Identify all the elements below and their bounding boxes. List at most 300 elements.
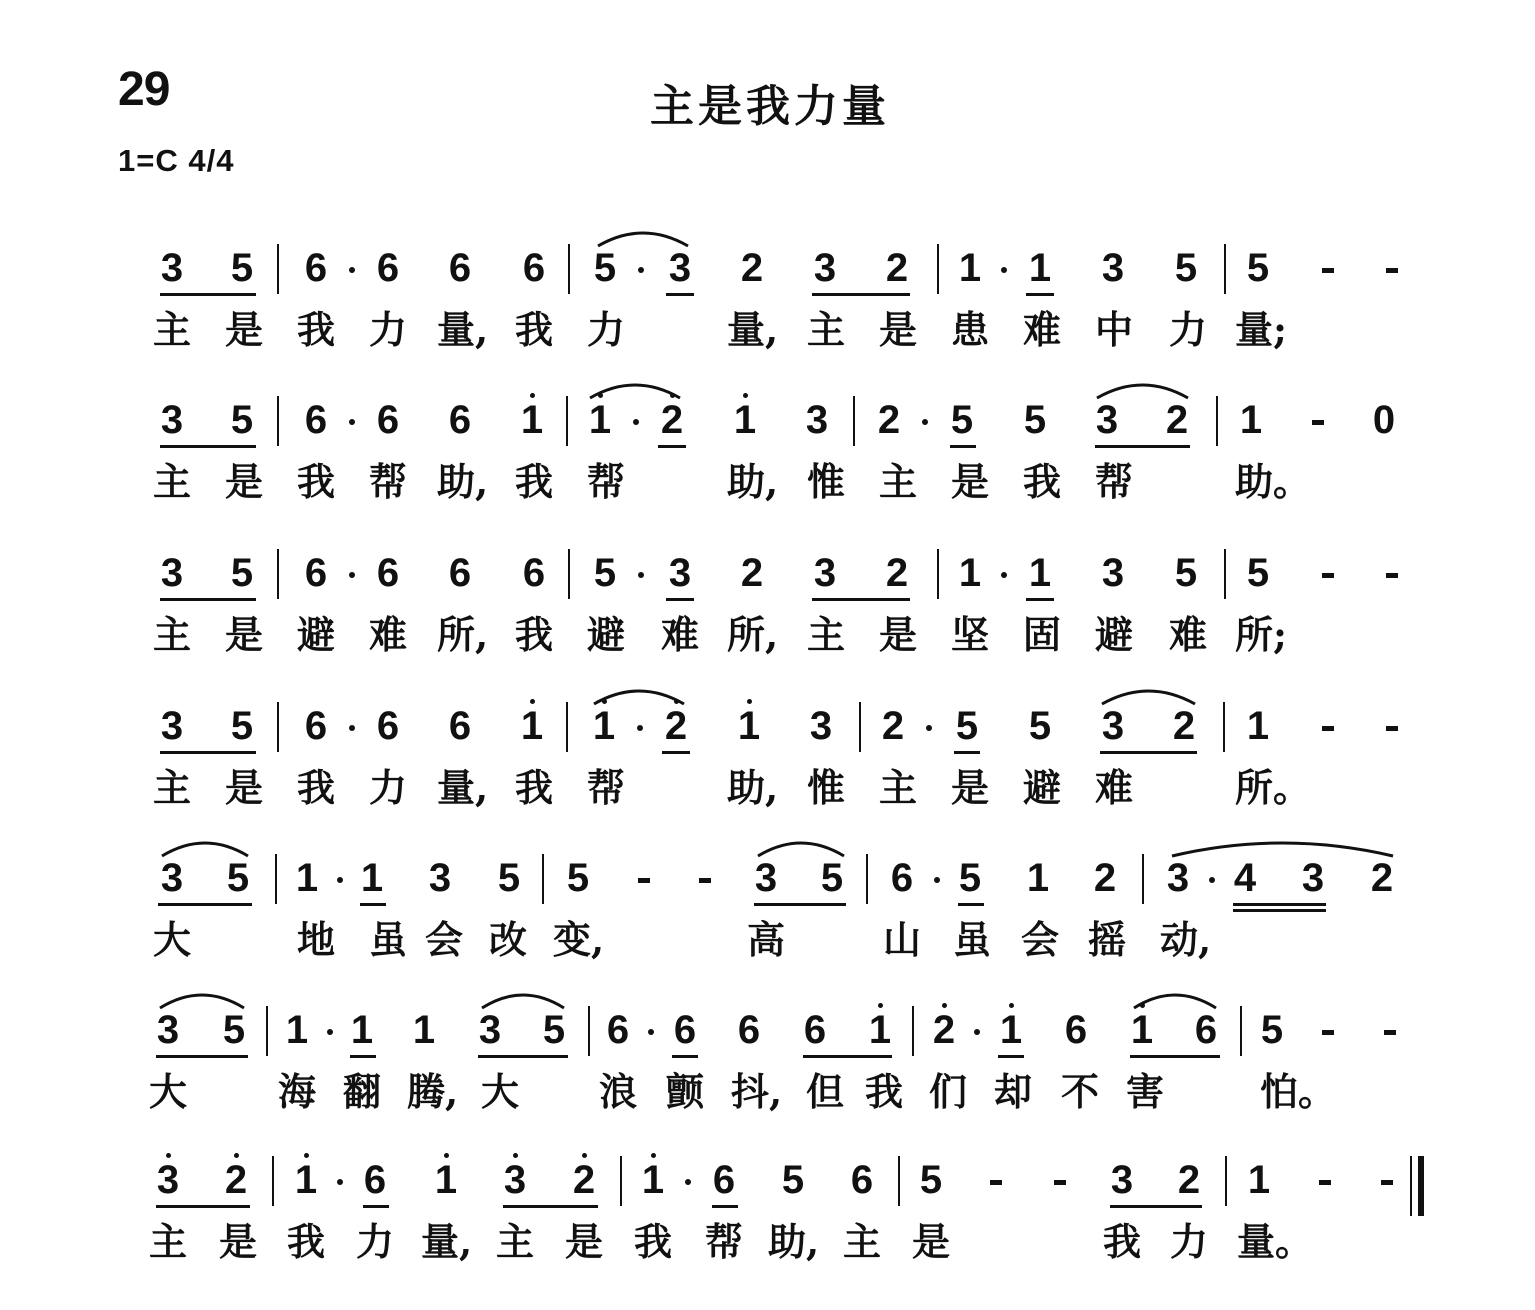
barline [277, 702, 279, 752]
note: 6 [376, 551, 400, 595]
note: 6 [304, 246, 328, 290]
barline [266, 1006, 268, 1056]
note: 5 [1028, 704, 1052, 748]
note: 2 [885, 551, 909, 595]
beam-underline [363, 1205, 389, 1208]
barline [937, 549, 939, 599]
augmentation-dot [638, 572, 644, 578]
note: 6 [890, 856, 914, 900]
tie-arc [160, 836, 250, 858]
augmentation-dot [922, 419, 928, 425]
note: 3 [1095, 398, 1119, 442]
beam-underline [672, 1055, 698, 1058]
note: 3 [160, 246, 184, 290]
beam-underline [954, 751, 980, 754]
note: 6 [712, 1158, 736, 1202]
beam-underline [158, 903, 252, 906]
barline [937, 244, 939, 294]
lyric-syllable: 惟 [806, 459, 845, 504]
note: 6 [522, 246, 546, 290]
note: 3 [156, 1008, 180, 1052]
note: 5 [222, 1008, 246, 1052]
note: 1 [520, 398, 544, 442]
note: 6 [803, 1008, 827, 1052]
beam-underline [360, 903, 386, 906]
note: 1 [958, 246, 982, 290]
note: 1 [412, 1008, 436, 1052]
beam-underline [958, 903, 984, 906]
note: 3 [1110, 1158, 1134, 1202]
note: 5 [955, 704, 979, 748]
note: 3 [813, 246, 837, 290]
lyric-syllable: 难 [1022, 307, 1061, 352]
lyric-syllable: 所, [727, 612, 779, 657]
lyric-syllable: 大 [148, 1069, 187, 1114]
lyric-syllable: 主 [152, 765, 191, 810]
duration-dash [1384, 1030, 1396, 1035]
lyric-syllable: 改 [488, 917, 527, 962]
lyric-syllable: 所, [437, 612, 489, 657]
lyric-syllable: 是 [224, 459, 263, 504]
augmentation-dot [974, 1029, 980, 1035]
octave-dot [444, 1153, 449, 1158]
lyric-syllable: 我 [286, 1219, 325, 1264]
tune-line [0, 1150, 1535, 1310]
lyric-syllable: 难 [368, 612, 407, 657]
barline [277, 549, 279, 599]
barline [859, 702, 861, 752]
lyric-syllable: 动, [1160, 917, 1212, 962]
beam-underline [160, 598, 256, 601]
lyric-syllable: 难 [1168, 612, 1207, 657]
note: 1 [733, 398, 757, 442]
note: 5 [1246, 246, 1270, 290]
lyric-syllable: 主 [878, 765, 917, 810]
note: 3 [478, 1008, 502, 1052]
note: 1 [1026, 856, 1050, 900]
lyric-syllable: 是 [878, 612, 917, 657]
lyric-syllable: 会 [1020, 917, 1059, 962]
lyric-syllable: 量, [421, 1219, 473, 1264]
lyric-syllable: 主 [152, 459, 191, 504]
note: 3 [503, 1158, 527, 1202]
beam-underline [160, 293, 256, 296]
note: 3 [805, 398, 829, 442]
lyric-syllable: 变, [553, 917, 605, 962]
note: 6 [304, 704, 328, 748]
note: 1 [1028, 551, 1052, 595]
tie-arc [588, 378, 682, 400]
lyric-syllable: 大 [480, 1069, 519, 1114]
lyric-syllable: 助, [437, 459, 489, 504]
note: 1 [294, 1158, 318, 1202]
note: 3 [1301, 856, 1325, 900]
note: 3 [809, 704, 833, 748]
lyric-syllable: 是 [564, 1219, 603, 1264]
augmentation-dot [926, 725, 932, 731]
tie-arc [480, 988, 566, 1010]
lyric-syllable: 患 [950, 307, 989, 352]
lyric-syllable: 难 [660, 612, 699, 657]
lyric-syllable: 但 [805, 1069, 844, 1114]
beam-underline [658, 445, 686, 448]
lyric-syllable: 我 [514, 612, 553, 657]
tie-arc [1170, 836, 1395, 858]
duration-dash [699, 878, 711, 883]
lyric-syllable: 量, [437, 765, 489, 810]
lyric-syllable: 腾, [407, 1069, 459, 1114]
octave-dot [582, 1153, 587, 1158]
barline [277, 396, 279, 446]
key-signature: 1=C 4/4 [118, 143, 235, 178]
octave-dot [1009, 1003, 1014, 1008]
tie-arc [596, 226, 690, 248]
note: 1 [737, 704, 761, 748]
duration-dash [1322, 726, 1334, 731]
duration-dash [1386, 573, 1398, 578]
augmentation-dot [349, 267, 355, 273]
barline [853, 396, 855, 446]
lyric-syllable: 我 [296, 765, 335, 810]
tie-arc [1100, 684, 1197, 706]
lyric-syllable: 是 [911, 1219, 950, 1264]
note: 2 [660, 398, 684, 442]
lyric-syllable: 我 [296, 459, 335, 504]
lyric-syllable: 主 [842, 1219, 881, 1264]
lyric-syllable: 主 [152, 612, 191, 657]
barline [588, 1006, 590, 1056]
lyric-syllable: 山 [882, 917, 921, 962]
lyric-syllable: 主 [495, 1219, 534, 1264]
tune-line [0, 543, 1535, 703]
lyric-syllable: 虽 [368, 917, 407, 962]
barline [1216, 396, 1218, 446]
duration-dash [1054, 1180, 1066, 1185]
tune-line [0, 848, 1535, 1008]
octave-dot [513, 1153, 518, 1158]
tie-arc [1132, 988, 1218, 1010]
note: 2 [740, 551, 764, 595]
lyric-syllable: 量, [727, 307, 779, 352]
final-barline-thin [1410, 1156, 1412, 1216]
note: 6 [363, 1158, 387, 1202]
barline [866, 854, 868, 904]
final-barline-thick [1418, 1156, 1424, 1216]
lyric-syllable: 大 [152, 917, 191, 962]
beam-underline [1233, 903, 1326, 906]
barline [542, 854, 544, 904]
octave-dot [878, 1003, 883, 1008]
lyric-syllable: 们 [928, 1069, 967, 1114]
beam-underline [478, 1055, 568, 1058]
note: 2 [572, 1158, 596, 1202]
note: 5 [542, 1008, 566, 1052]
lyric-syllable: 力 [1168, 307, 1207, 352]
note: 3 [156, 1158, 180, 1202]
note: 6 [448, 398, 472, 442]
note: 3 [160, 551, 184, 595]
duration-dash [638, 878, 650, 883]
note: 3 [754, 856, 778, 900]
note: 6 [1064, 1008, 1088, 1052]
augmentation-dot [349, 572, 355, 578]
lyric-syllable: 我 [1022, 459, 1061, 504]
note: 2 [1093, 856, 1117, 900]
augmentation-dot [327, 1029, 333, 1035]
note: 6 [376, 704, 400, 748]
note: 1 [868, 1008, 892, 1052]
note: 2 [1370, 856, 1394, 900]
tune-line [0, 696, 1535, 856]
beam-underline [156, 1205, 250, 1208]
beam-underline [803, 1055, 892, 1058]
note: 1 [1028, 246, 1052, 290]
note: 3 [813, 551, 837, 595]
lyric-syllable: 海 [277, 1069, 316, 1114]
beam-underline [1095, 445, 1190, 448]
lyric-syllable: 助, [768, 1219, 820, 1264]
barline [277, 244, 279, 294]
barline [1225, 1156, 1227, 1206]
lyric-syllable: 主 [806, 612, 845, 657]
lyric-syllable: 固 [1022, 612, 1061, 657]
hymn-number: 29 [118, 63, 170, 116]
note: 1 [592, 704, 616, 748]
barline [1142, 854, 1144, 904]
augmentation-dot [934, 877, 940, 883]
note: 4 [1233, 856, 1257, 900]
note: 3 [1101, 704, 1125, 748]
lyric-syllable: 帮 [1094, 459, 1133, 504]
lyric-syllable: 帮 [586, 765, 625, 810]
note: 5 [950, 398, 974, 442]
lyric-syllable: 主 [152, 307, 191, 352]
octave-dot [166, 1153, 171, 1158]
note: 3 [428, 856, 452, 900]
barline [620, 1156, 622, 1206]
duration-dash [990, 1180, 1002, 1185]
lyric-syllable: 助, [727, 459, 779, 504]
note: 5 [1174, 246, 1198, 290]
octave-dot [304, 1153, 309, 1158]
augmentation-dot [337, 877, 343, 883]
barline [566, 702, 568, 752]
octave-dot [651, 1153, 656, 1158]
note: 6 [304, 398, 328, 442]
lyric-syllable: 力 [586, 307, 625, 352]
note: 1 [434, 1158, 458, 1202]
note: 2 [881, 704, 905, 748]
barline [912, 1006, 914, 1056]
note: 3 [1166, 856, 1190, 900]
duration-dash [1319, 1180, 1331, 1185]
note: 0 [1372, 398, 1396, 442]
octave-dot [234, 1153, 239, 1158]
note: 3 [160, 398, 184, 442]
note: 6 [1194, 1008, 1218, 1052]
note: 1 [295, 856, 319, 900]
tune-line [0, 1000, 1535, 1160]
note: 5 [497, 856, 521, 900]
augmentation-dot [349, 725, 355, 731]
beam-underline [1026, 598, 1054, 601]
beam-underline [503, 1205, 598, 1208]
lyric-syllable: 帮 [586, 459, 625, 504]
lyric-syllable: 地 [296, 917, 335, 962]
lyric-syllable: 惟 [806, 765, 845, 810]
beam-underline [754, 903, 846, 906]
barline [568, 549, 570, 599]
lyric-syllable: 中 [1094, 307, 1133, 352]
augmentation-dot [349, 419, 355, 425]
note: 2 [224, 1158, 248, 1202]
lyric-syllable: 所; [1235, 612, 1288, 657]
note: 1 [999, 1008, 1023, 1052]
lyric-syllable: 难 [1094, 765, 1133, 810]
note: 1 [285, 1008, 309, 1052]
note: 1 [520, 704, 544, 748]
beam-underline [662, 751, 690, 754]
beam-underline [156, 1055, 248, 1058]
note: 2 [664, 704, 688, 748]
note: 2 [1172, 704, 1196, 748]
note: 2 [932, 1008, 956, 1052]
note: 5 [1246, 551, 1270, 595]
note: 1 [1246, 704, 1270, 748]
note: 6 [376, 398, 400, 442]
note: 3 [668, 551, 692, 595]
lyric-syllable: 我 [1102, 1219, 1141, 1264]
note: 1 [1130, 1008, 1154, 1052]
lyric-syllable: 是 [224, 612, 263, 657]
note: 5 [781, 1158, 805, 1202]
lyric-syllable: 我 [514, 765, 553, 810]
barline [1224, 549, 1226, 599]
lyric-syllable: 却 [993, 1069, 1032, 1114]
barline [898, 1156, 900, 1206]
beam-underline [350, 1055, 376, 1058]
duration-dash [1312, 420, 1324, 425]
lyric-syllable: 力 [1169, 1219, 1208, 1264]
octave-dot [942, 1003, 947, 1008]
note: 6 [606, 1008, 630, 1052]
augmentation-dot [337, 1179, 343, 1185]
note: 2 [1165, 398, 1189, 442]
note: 6 [448, 704, 472, 748]
lyric-syllable: 我 [296, 307, 335, 352]
augmentation-dot [685, 1179, 691, 1185]
lyric-syllable: 翻 [342, 1069, 381, 1114]
note: 5 [1174, 551, 1198, 595]
beam-underline [1110, 1205, 1202, 1208]
barline [568, 244, 570, 294]
lyric-syllable: 是 [950, 765, 989, 810]
beam-underline [812, 598, 910, 601]
lyric-syllable: 力 [368, 307, 407, 352]
octave-dot [530, 393, 535, 398]
beam-underline [998, 1055, 1024, 1058]
lyric-syllable: 是 [950, 459, 989, 504]
lyric-syllable: 我 [514, 307, 553, 352]
lyric-syllable: 怕。 [1260, 1069, 1337, 1114]
lyric-syllable: 避 [586, 612, 625, 657]
lyric-syllable: 我 [633, 1219, 672, 1264]
lyric-syllable: 摇 [1087, 917, 1126, 962]
beam-underline [160, 751, 256, 754]
note: 6 [376, 246, 400, 290]
note: 5 [230, 246, 254, 290]
lyric-syllable: 主 [806, 307, 845, 352]
lyric-syllable: 浪 [598, 1069, 637, 1114]
augmentation-dot [638, 267, 644, 273]
beam-underline [1130, 1055, 1220, 1058]
octave-dot [743, 393, 748, 398]
augmentation-dot [1209, 877, 1215, 883]
note: 1 [1247, 1158, 1271, 1202]
lyric-syllable: 坚 [950, 612, 989, 657]
duration-dash [1386, 268, 1398, 273]
barline [1223, 702, 1225, 752]
tie-arc [1095, 378, 1190, 400]
duration-dash [1322, 573, 1334, 578]
note: 5 [230, 398, 254, 442]
tie-arc [756, 836, 846, 858]
duration-dash [1322, 268, 1334, 273]
note: 6 [522, 551, 546, 595]
lyric-syllable: 避 [1094, 612, 1133, 657]
tie-arc [158, 988, 246, 1010]
beam-underline [160, 445, 256, 448]
lyric-syllable: 不 [1060, 1069, 1099, 1114]
beam-underline-second [1233, 909, 1326, 912]
note: 2 [877, 398, 901, 442]
augmentation-dot [1001, 572, 1007, 578]
barline [1240, 1006, 1242, 1056]
lyric-syllable: 是 [224, 307, 263, 352]
lyric-syllable: 帮 [368, 459, 407, 504]
lyric-syllable: 是 [878, 307, 917, 352]
lyric-syllable: 主 [878, 459, 917, 504]
note: 2 [740, 246, 764, 290]
octave-dot [747, 699, 752, 704]
barline [275, 854, 277, 904]
lyric-syllable: 会 [424, 917, 463, 962]
note: 3 [160, 856, 184, 900]
lyric-syllable: 虽 [952, 917, 991, 962]
lyric-syllable: 是 [218, 1219, 257, 1264]
note: 5 [919, 1158, 943, 1202]
beam-underline [950, 445, 976, 448]
note: 6 [448, 246, 472, 290]
lyric-syllable: 颤 [665, 1069, 704, 1114]
barline [272, 1156, 274, 1206]
lyric-syllable: 帮 [704, 1219, 743, 1264]
note: 5 [593, 246, 617, 290]
note: 6 [448, 551, 472, 595]
note: 5 [566, 856, 590, 900]
lyric-syllable: 我 [864, 1069, 903, 1114]
note: 5 [958, 856, 982, 900]
lyric-syllable: 量。 [1237, 1219, 1314, 1264]
note: 5 [230, 704, 254, 748]
note: 1 [1239, 398, 1263, 442]
note: 2 [1177, 1158, 1201, 1202]
lyric-syllable: 力 [355, 1219, 394, 1264]
lyric-syllable: 害 [1125, 1069, 1164, 1114]
note: 6 [673, 1008, 697, 1052]
beam-underline [712, 1205, 738, 1208]
duration-dash [1322, 1030, 1334, 1035]
